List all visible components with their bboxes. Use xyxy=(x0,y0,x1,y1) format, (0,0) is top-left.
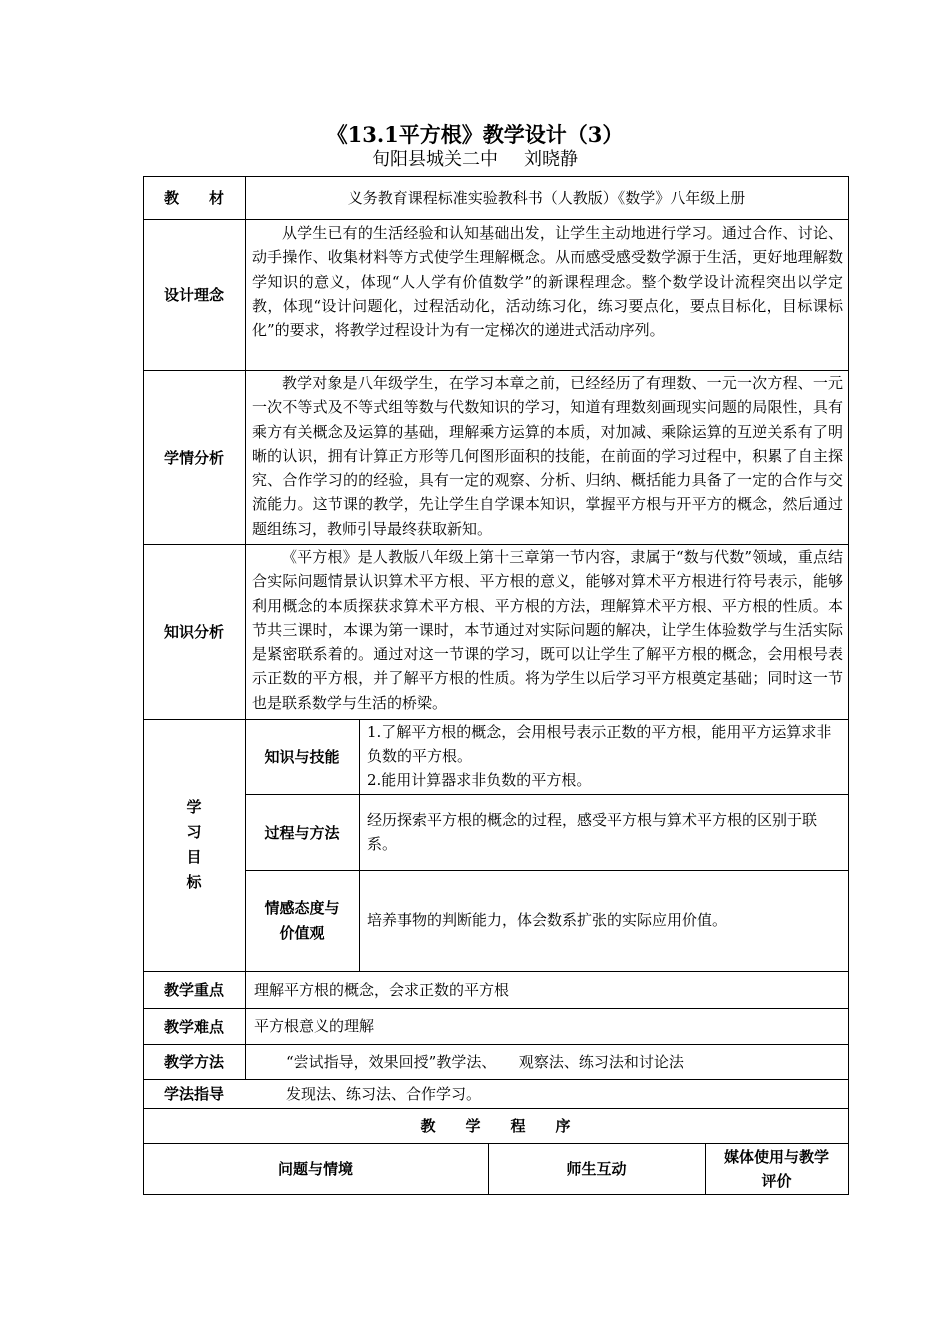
emotion-label xyxy=(245,870,359,971)
difficulty-content: 平方根意义的理解 xyxy=(254,1017,375,1035)
goals-label-char: 目 xyxy=(186,848,202,866)
method-label: 教学方法 xyxy=(163,1053,224,1071)
skill-content xyxy=(367,720,843,792)
process-content: 经历探索平方根的概念的过程，感受平方根与算术平方根的区别于联系。 xyxy=(367,811,818,853)
column-header-media-line: 评价 xyxy=(761,1171,792,1190)
textbook-content: 义务教育课程标准实验教科书（人教版）《数学》八年级上册 xyxy=(347,189,746,207)
column-header-problem: 问题与情境 xyxy=(277,1160,353,1178)
skill-item: 1.了解平方根的概念，会用根号表示正数的平方根，能用平方运算求非负数的平方根。 xyxy=(367,723,832,765)
emotion-label-line: 价值观 xyxy=(279,923,325,942)
emotion-label-line: 情感态度与 xyxy=(264,898,340,917)
goals-label-char: 习 xyxy=(186,823,202,841)
focus-content: 理解平方根的概念，会求正数的平方根 xyxy=(254,981,510,999)
knowledge-label: 知识分析 xyxy=(163,623,224,641)
document-title: 《13.1平方根》教学设计（3） xyxy=(326,122,624,147)
difficulty-label: 教学难点 xyxy=(163,1017,224,1036)
column-header-interaction: 师生互动 xyxy=(566,1160,627,1178)
students-content: 教学对象是八年级学生，在学习本章之前，已经经历了有理数、一元一次方程、一元一次不等式及不等式组等数与代数知识的学习，知道有理数刻画现实问题的局限性，具有乘方有关概念及运算的基础，理解乘方运算的本质，对加减、乘除运算的互逆关系有了明晰的认识，拥有计算正方形等几何图形面积的技能，在前面的学习过程中，积累了自主探究、合作学习的的经验，具有一定的观察、分析、归纳、概括能力具备了一定的合作与交流能力。这节课的教学，先让学生自学课本知识，掌握平方根与开平方的概念，然后通过题组练习，教师引导最终获取新知。 xyxy=(252,374,843,538)
design-label: 设计理念 xyxy=(163,286,224,304)
skill-item: 2.能用计算器求非负数的平方根。 xyxy=(367,771,592,789)
emotion-content: 培养事物的判断能力，体会数系扩张的实际应用价值。 xyxy=(367,911,728,929)
guide-label: 学法指导 xyxy=(163,1085,224,1103)
focus-label: 教学重点 xyxy=(163,981,224,999)
school-name: 旬阳县城关二中 xyxy=(372,149,498,170)
method-content: “尝试指导，效果回授”教学法、 观察法、练习法和讨论法 xyxy=(286,1053,684,1071)
author-name: 刘晓静 xyxy=(524,149,578,170)
students-label: 学情分析 xyxy=(163,448,224,467)
skill-label: 知识与技能 xyxy=(264,748,340,766)
guide-content: 发现法、练习法、合作学习。 xyxy=(286,1085,482,1103)
goals-label-char: 标 xyxy=(186,873,202,891)
column-header-media-line: 媒体使用与教学 xyxy=(723,1147,829,1166)
procedure-heading: 教 学 程 序 xyxy=(420,1117,571,1135)
process-label: 过程与方法 xyxy=(264,823,340,842)
knowledge-content: 《平方根》是人教版八年级上第十三章第一节内容，隶属于“数与代数”领域，重点结合实际问题情景认识算术平方根、平方根的意义，能够对算术平方根进行符号表示，能够利用概念的本质探获求算术平方根、平方根的方法，理解算术平方根、平方根的性质。本节共三课时，本课为第一课时，本节通过对实际问题的解决，让学生体验数学与生活实际是紧密联系着的。通过对这一节课的学习，既可以让学生了解平方根的概念，会用根号表示正数的平方根，并了解平方根的性质。将为学生以后学习平方根奠定基础；同时这一节也是联系数学与生活的桥梁。 xyxy=(252,548,843,712)
design-content: 从学生已有的生活经验和认知基础出发，让学生主动地进行学习。通过合作、讨论、动手操作、收集材料等方式使学生理解概念。从而感受感受数学源于生活，更好地理解数学知识的意义，体现“人人学有价值数学”的新课程理念。整个数学设计流程突出以学定教，体现“设计问题化，过程活动化，活动练习化，练习要点化，要点目标化，目标课标化”的要求，将教学过程设计为有一定梯次的递进式活动序列。 xyxy=(252,224,843,340)
column-header-media xyxy=(705,1143,848,1194)
goals-label-char: 学 xyxy=(186,798,202,816)
textbook-label: 教 材 xyxy=(163,189,224,207)
goals-label xyxy=(143,719,245,971)
